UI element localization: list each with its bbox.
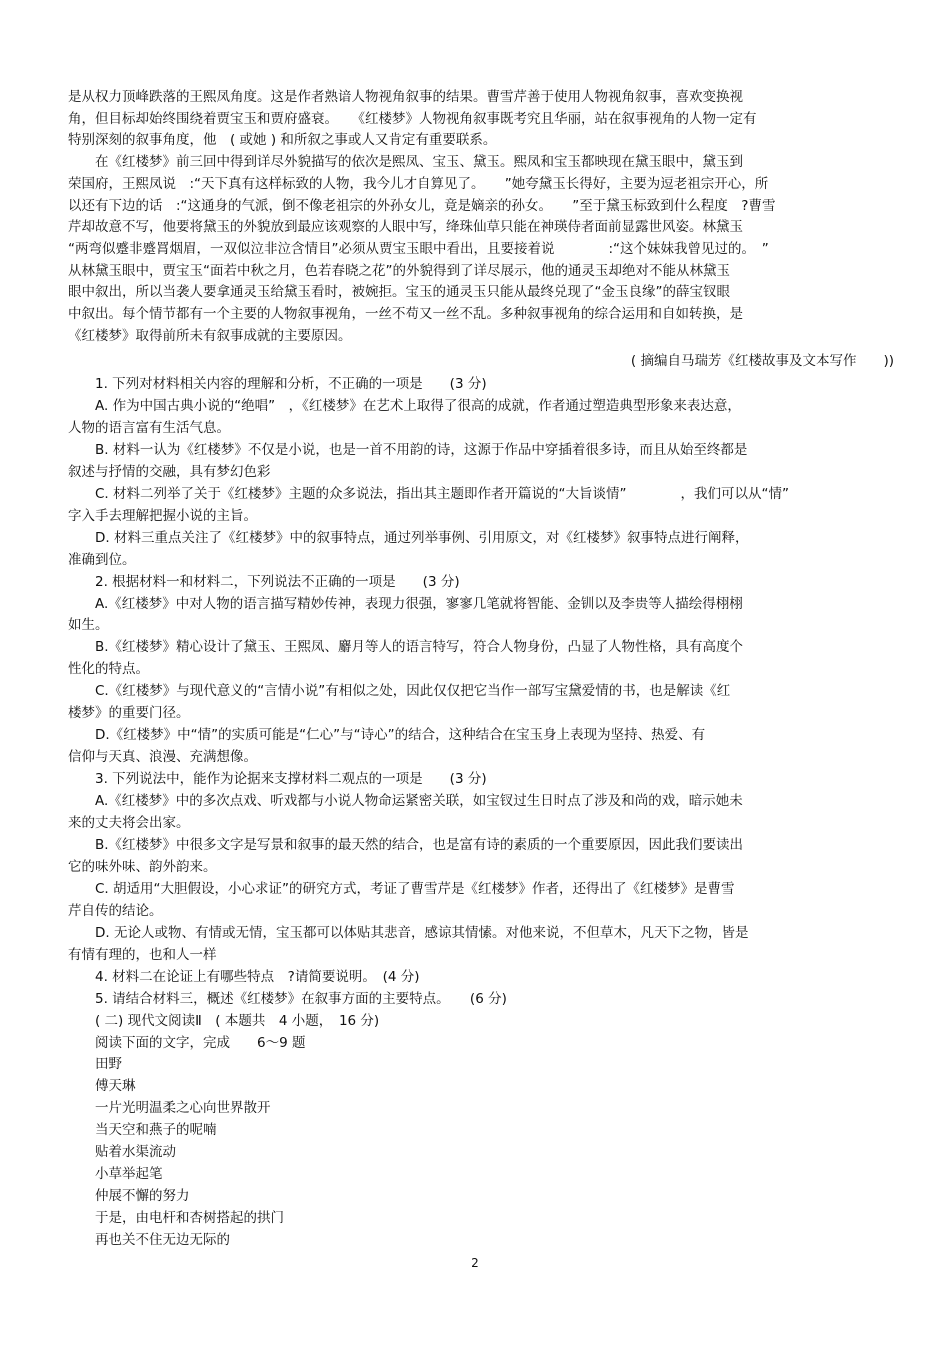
text-line: 眼中叙出，所以当袭人要拿通灵玉给黛玉看时，被婉拒。宝玉的通灵玉只能从最终兑现了“金玉良缘”的薛宝钗眼 — [68, 284, 730, 301]
text-line: 仲展不懈的努力 — [68, 1188, 190, 1205]
text-line: 叙述与抒情的交融，具有梦幻色彩 — [68, 463, 271, 480]
text-line: 贴着水渠流动 — [68, 1144, 176, 1161]
text-line: B.《红楼梦》精心设计了黛玉、王熙凤、麝月等人的语言特写，符合人物身份，凸显了人物性格，具有高度个 — [68, 639, 744, 656]
text-line: C.《红楼梦》与现代意义的“言情小说”有相似之处，因此仅仅把它当作一部写宝黛爱情的书，也是解读《红 — [68, 683, 731, 700]
text-line: 芹却故意不写，他要将黛玉的外貌放到最应该观察的人眼中写，绛珠仙草只能在神瑛侍者面前显露世风姿。林黛玉 — [68, 219, 743, 236]
text-line: 它的味外味、韵外韵来。 — [68, 858, 217, 875]
text-line: B. 材料一认为《红楼梦》不仅是小说，也是一首不用韵的诗，这源于作品中穿插着很多诗，而且从始至终都是 — [68, 441, 748, 458]
text-line: ( 二) 现代文阅读Ⅱ ( 本题共 4 小题， 16 分) — [68, 1012, 380, 1029]
text-line: 是从权力顶峰跌落的王熙凤角度。这是作者熟谙人物视角叙事的结果。曹雪芹善于使用人物视角叙事，喜欢变换视 — [68, 89, 743, 105]
text-line: 准确到位。 — [68, 551, 136, 568]
text-line: 在《红楼梦》前三回中得到详尽外貌描写的依次是熙凤、宝玉、黛玉。熙凤和宝玉都映现在黛玉眼中，黛玉到 — [68, 154, 743, 171]
text-line: C. 胡适用“大胆假设，小心求证”的研究方式，考证了曹雪芹是《红楼梦》作者，还得出了《红楼梦》是曹雪 — [68, 880, 735, 897]
text-line: D. 材料三重点关注了《红楼梦》中的叙事特点，通过列举事例、引用原文，对《红楼梦》叙事特点进行阐释， — [68, 529, 749, 546]
text-line: 中叙出。每个情节都有一个主要的人物叙事视角，一丝不苟又一丝不乱。多种叙事视角的综合运用和自如转换，是 — [68, 306, 743, 322]
text-line: 从林黛玉眼中，贾宝玉“面若中秋之月，色若春晓之花”的外貌得到了详尽展示，他的通灵玉却绝对不能从林黛玉 — [68, 262, 730, 279]
text-line: 2. 根据材料一和材料二，下列说法不正确的一项是 (3 分) — [68, 573, 460, 590]
text-line: 3. 下列说法中，能作为论据来支撑材料二观点的一项是 (3 分) — [68, 771, 487, 788]
text-line: 5. 请结合材料三，概述《红楼梦》在叙事方面的主要特点。 (6 分) — [68, 990, 507, 1007]
text-line: 角，但目标却始终围绕着贾宝玉和贾府盛衰。 《红楼梦》人物视角叙事既考究且华丽，站在叙事视角的人物一定有 — [68, 110, 757, 127]
text-line: 信仰与天真、浪漫、充满想像。 — [68, 749, 257, 766]
text-line: A.《红楼梦》中对人物的语言描写精妙传神，表现力很强，寥寥几笔就将智能、金钏以及李贵等人描绘得栩栩 — [68, 595, 743, 612]
text-line: D. 无论人或物、有情或无情，宝玉都可以体贴其悲音，感谅其情愫。对他来说，不但草木，凡天下之物，皆是 — [68, 924, 749, 941]
text-line: B.《红楼梦》中很多文字是写景和叙事的最天然的结合，也是富有诗的素质的一个重要原因，因此我们要读出 — [68, 836, 744, 853]
text-line: 阅读下面的文字，完成 6～9 题 — [68, 1034, 306, 1051]
text-line: C. 材料二列举了关于《红楼梦》主题的众多说法，指出其主题即作者开篇说的“大旨谈情” ，我们可以从“情” — [68, 485, 789, 502]
text-line: 性化的特点。 — [68, 661, 149, 678]
text-line: 楼梦》的重要门径。 — [68, 705, 190, 722]
text-line: 当天空和燕子的呢喃 — [68, 1122, 217, 1139]
text-line: A. 作为中国古典小说的“绝唱” ，《红楼梦》在艺术上取得了很高的成就，作者通过塑造典型形象来表达意， — [68, 397, 741, 414]
text-line: “两弯似蹙非蹙罥烟眉，一双似泣非泣含情目”必须从贾宝玉眼中看出，且要接着说 :“这个妹妹我曾见过的。 ” — [68, 240, 769, 257]
text-line: 于是，由电杆和杏树搭起的拱门 — [68, 1210, 284, 1227]
text-line: D.《红楼梦》中“情”的实质可能是“仁心”与“诗心”的结合，这种结合在宝玉身上表现为坚持、热爱、有 — [68, 727, 706, 744]
text-line: 有情有理的，也和人一样 — [68, 946, 217, 963]
text-line: 傅天琳 — [68, 1078, 136, 1095]
text-line: 芹自传的结论。 — [68, 902, 163, 919]
text-line: 一片光明温柔之心向世界散开 — [68, 1100, 271, 1117]
text-line: 1. 下列对材料相关内容的理解和分析，不正确的一项是 (3 分) — [68, 376, 487, 392]
text-line: 小草举起笔 — [68, 1166, 163, 1183]
text-line: 荣国府，王熙凤说 :“天下真有这样标致的人物，我今儿才自算见了。 ”她夸黛玉长得好，主要为逗老祖宗开心，所 — [68, 175, 769, 192]
text-line: 来的丈夫将会出家。 — [68, 815, 190, 831]
text-line: 《红楼梦》取得前所未有叙事成就的主要原因。 — [68, 327, 352, 344]
text-line: 田野 — [68, 1056, 122, 1073]
text-line: 再也关不住无边无际的 — [68, 1232, 230, 1249]
text-line: 如生。 — [68, 617, 109, 634]
text-line: 以还有下边的话 :“这通身的气派，倒不像老祖宗的外孙女儿，竟是嫡亲的孙女。 ”至于黛玉标致到什么程度 ?曹雪 — [68, 197, 776, 214]
source-citation: ( 摘编自马瑞芳《红楼故事及文本写作 )) — [630, 353, 894, 369]
text-line: 字入手去理解把握小说的主旨。 — [68, 507, 257, 524]
text-line: A.《红楼梦》中的多次点戏、听戏都与小说人物命运紧密关联，如宝钗过生日时点了涉及和尚的戏，暗示她未 — [68, 793, 743, 810]
page-number: 2 — [471, 1256, 479, 1270]
text-line: 特别深刻的叙事角度，他 ( 或她 ) 和所叙之事或人又肯定有重要联系。 — [68, 132, 497, 149]
text-line: 人物的语言富有生活气息。 — [68, 419, 230, 436]
text-line: 4. 材料二在论证上有哪些特点 ?请简要说明。 (4 分) — [68, 968, 420, 985]
